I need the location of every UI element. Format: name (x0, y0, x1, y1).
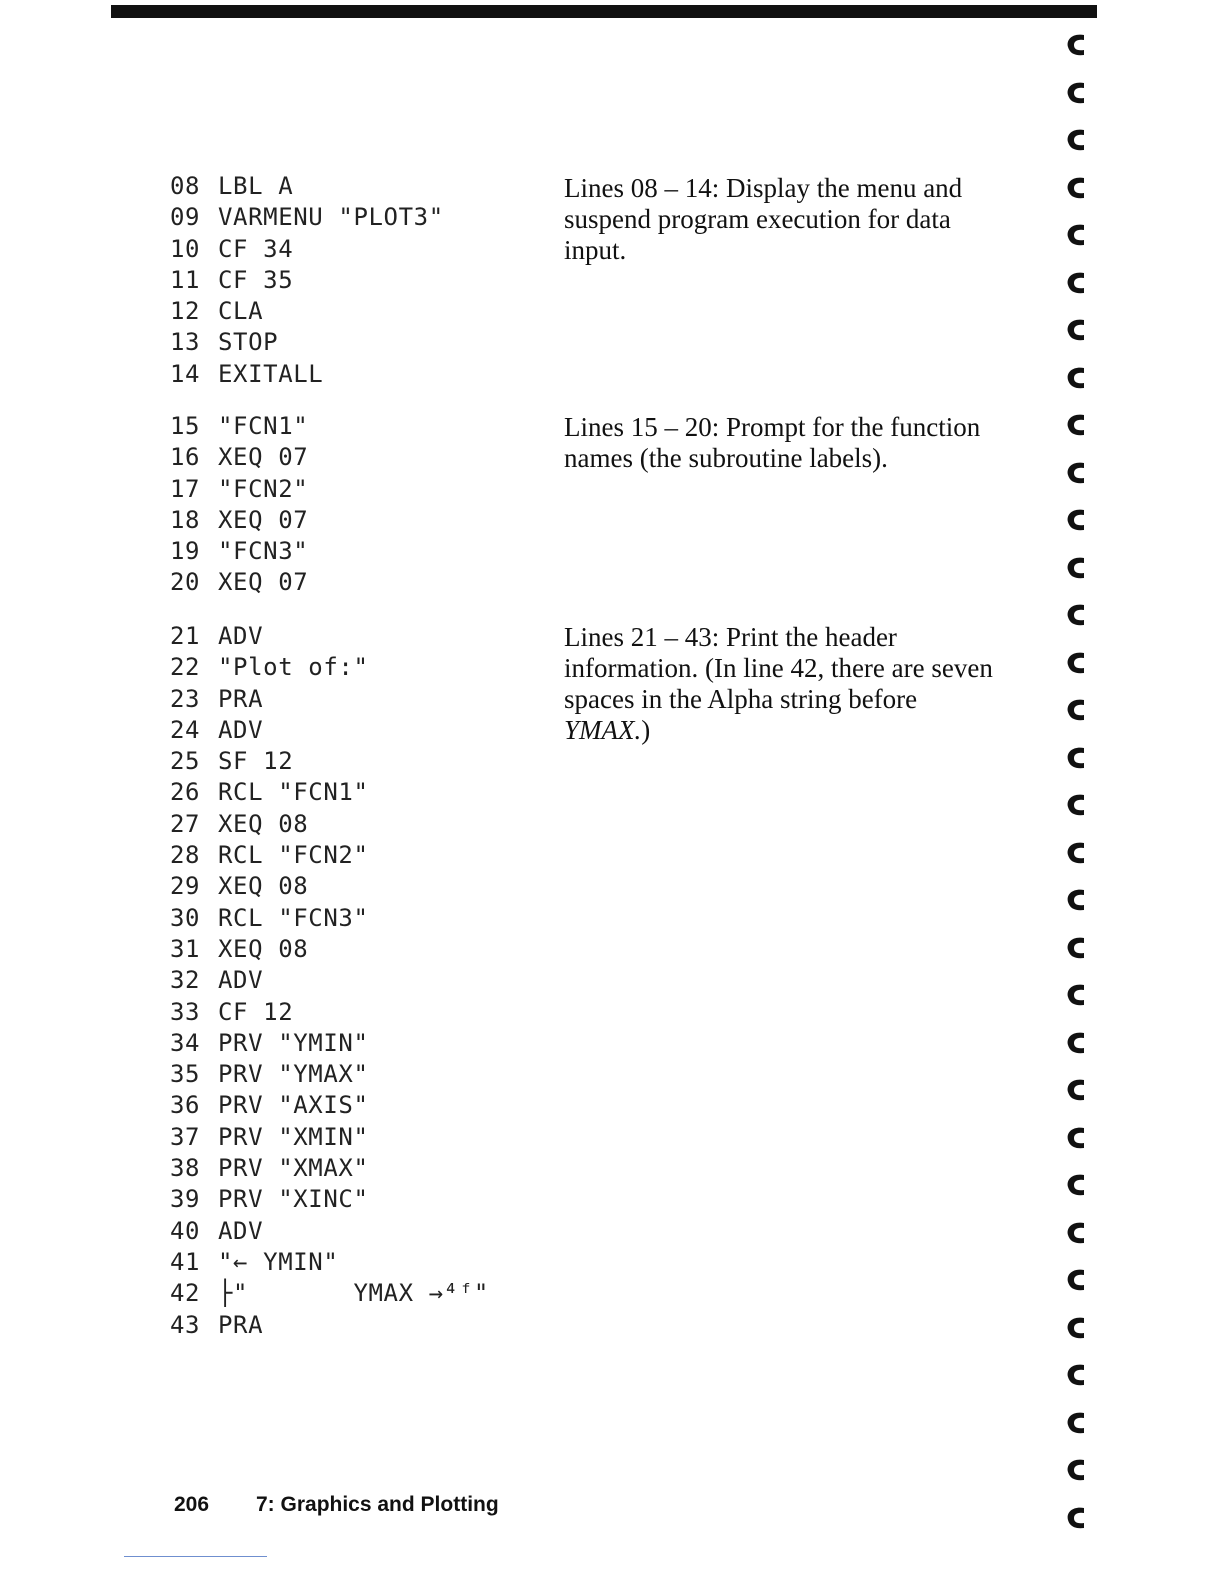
line-code: XEQ 08 (218, 872, 309, 901)
note-lines-21-43-text: Lines 21 – 43: Print the header information. (In line 42, there are seven spaces in the Alpha string before (564, 622, 993, 714)
binding-ring-icon (1062, 410, 1092, 440)
line-code: "Plot of:" (218, 653, 369, 682)
note-lines-21-43 (564, 622, 994, 746)
program-line (170, 1216, 550, 1247)
program-line (170, 442, 550, 473)
program-line (170, 536, 550, 567)
binding-ring-icon (1062, 790, 1092, 820)
line-code: XEQ 07 (218, 568, 309, 597)
chapter-title: 7: Graphics and Plotting (256, 1493, 499, 1516)
line-code: RCL "FCN2" (218, 841, 369, 870)
line-number: 38 (170, 1154, 201, 1183)
binding-ring-icon (1062, 220, 1092, 250)
binding-ring-icon (1062, 1455, 1092, 1485)
line-number: 35 (170, 1060, 201, 1089)
line-code: PRV "XMIN" (218, 1122, 369, 1151)
line-code: "FCN2" (218, 474, 309, 503)
line-code: "FCN1" (218, 412, 309, 440)
line-number: 26 (170, 778, 201, 807)
line-number: 40 (170, 1216, 201, 1245)
line-number: 25 (170, 747, 201, 776)
line-code: ADV (218, 1216, 264, 1245)
line-number: 34 (170, 1028, 201, 1057)
line-number: 31 (170, 934, 201, 963)
binding-ring-icon (1062, 933, 1092, 963)
line-number: 13 (170, 328, 201, 357)
line-number: 24 (170, 715, 201, 744)
line-number: 18 (170, 505, 201, 534)
line-code: XEQ 08 (218, 809, 309, 838)
program-line (170, 1028, 550, 1059)
binding-ring-icon (1062, 743, 1092, 773)
program-line (170, 1278, 550, 1309)
code-block-3 (170, 621, 550, 1341)
binding-ring-icon (1062, 30, 1092, 60)
binding-ring-icon (1062, 1265, 1092, 1295)
program-line (170, 997, 550, 1028)
line-code: CF 34 (218, 234, 294, 263)
line-code: ADV (218, 966, 264, 995)
line-number: 10 (170, 234, 201, 263)
line-number: 37 (170, 1122, 201, 1151)
binding-ring-icon (1062, 980, 1092, 1010)
line-number: 12 (170, 297, 201, 326)
program-line (170, 777, 550, 808)
line-code: CF 35 (218, 265, 294, 294)
line-number: 30 (170, 903, 201, 932)
line-code: ADV (218, 715, 264, 744)
program-line (170, 1184, 550, 1215)
program-line (170, 809, 550, 840)
line-number: 27 (170, 809, 201, 838)
binding-ring-icon (1062, 125, 1092, 155)
binding-ring-icon (1062, 1360, 1092, 1390)
line-code: LBL A (218, 172, 294, 200)
line-number: 16 (170, 443, 201, 472)
binding-ring-icon (1062, 648, 1092, 678)
line-number: 17 (170, 474, 201, 503)
page-footer (174, 1493, 499, 1517)
line-code: PRV "AXIS" (218, 1091, 369, 1120)
binding-ring-icon (1062, 695, 1092, 725)
line-code: STOP (218, 328, 279, 357)
program-line (170, 296, 550, 327)
program-line (170, 871, 550, 902)
line-code: VARMENU "PLOT3" (218, 203, 444, 232)
program-line (170, 1122, 550, 1153)
line-number: 33 (170, 997, 201, 1026)
line-number: 09 (170, 203, 201, 232)
line-number: 36 (170, 1091, 201, 1120)
line-code: SF 12 (218, 747, 294, 776)
line-number: 15 (170, 412, 201, 440)
binding-ring-icon (1062, 600, 1092, 630)
binding-ring-icon (1062, 838, 1092, 868)
line-code: ADV (218, 622, 264, 650)
line-code: XEQ 07 (218, 443, 309, 472)
program-line (170, 965, 550, 996)
program-line (170, 359, 550, 390)
binding-ring-icon (1062, 315, 1092, 345)
line-number: 20 (170, 568, 201, 597)
line-number: 39 (170, 1185, 201, 1214)
binding-ring-icon (1062, 1028, 1092, 1058)
program-line (170, 234, 550, 265)
binding-ring-icon (1062, 1075, 1092, 1105)
line-number: 14 (170, 359, 201, 388)
binding-ring-icon (1062, 1408, 1092, 1438)
line-code: PRA (218, 1310, 264, 1339)
program-line (170, 652, 550, 683)
line-code: RCL "FCN3" (218, 903, 369, 932)
binding-ring-icon (1062, 173, 1092, 203)
binding-ring-icon (1062, 78, 1092, 108)
binding-ring-icon (1062, 1313, 1092, 1343)
binding-ring-icon (1062, 553, 1092, 583)
line-number: 43 (170, 1310, 201, 1339)
program-line (170, 621, 550, 652)
line-code: EXITALL (218, 359, 324, 388)
top-rule (111, 5, 1097, 18)
note-ymax-term: YMAX. (564, 715, 642, 745)
program-line (170, 934, 550, 965)
note-lines-08-14: Lines 08 – 14: Display the menu and suspend program execution for data input. (564, 173, 963, 265)
line-code: CF 12 (218, 997, 294, 1026)
line-code: CLA (218, 297, 264, 326)
line-number: 32 (170, 966, 201, 995)
program-line (170, 1059, 550, 1090)
binding-ring-icon (1062, 1170, 1092, 1200)
code-block-2 (170, 411, 550, 599)
line-number: 23 (170, 684, 201, 713)
line-code: PRA (218, 684, 264, 713)
line-number: 08 (170, 172, 201, 200)
program-line (170, 474, 550, 505)
binding-ring-icon (1062, 885, 1092, 915)
program-line (170, 1153, 550, 1184)
program-line (170, 567, 550, 598)
program-line (170, 684, 550, 715)
line-number: 19 (170, 537, 201, 566)
bottom-rule (124, 1556, 267, 1557)
program-line (170, 202, 550, 233)
binding-ring-icon (1062, 1218, 1092, 1248)
program-line (170, 327, 550, 358)
program-line (170, 265, 550, 296)
line-code: "← YMIN" (218, 1247, 339, 1276)
program-line (170, 715, 550, 746)
line-code: XEQ 08 (218, 934, 309, 963)
line-number: 28 (170, 841, 201, 870)
binding-ring-icon (1062, 268, 1092, 298)
line-code: PRV "YMIN" (218, 1028, 369, 1057)
program-line (170, 1247, 550, 1278)
note-close-paren: ) (641, 715, 651, 745)
program-line (170, 746, 550, 777)
program-line (170, 903, 550, 934)
binding-ring-icon (1062, 363, 1092, 393)
line-code: XEQ 07 (218, 505, 309, 534)
binding-ring-icon (1062, 1123, 1092, 1153)
line-number: 11 (170, 265, 201, 294)
binding-ring-icon (1062, 505, 1092, 535)
note-lines-15-20: Lines 15 – 20: Prompt for the function names (the subroutine labels). (564, 412, 981, 473)
line-number: 21 (170, 622, 201, 650)
line-code: PRV "YMAX" (218, 1060, 369, 1089)
line-code: RCL "FCN1" (218, 778, 369, 807)
binding-ring-icon (1062, 1503, 1092, 1533)
line-code: PRV "XMAX" (218, 1154, 369, 1183)
program-line (170, 840, 550, 871)
binding-ring-icon (1062, 458, 1092, 488)
program-line (170, 1310, 550, 1341)
line-number: 41 (170, 1247, 201, 1276)
program-line (170, 411, 550, 442)
program-line (170, 1090, 550, 1121)
line-number: 22 (170, 653, 201, 682)
line-number: 29 (170, 872, 201, 901)
line-code: ├" YMAX →⁴ᶠ" (218, 1279, 489, 1308)
program-line (170, 505, 550, 536)
code-block-1 (170, 171, 550, 390)
line-number: 42 (170, 1279, 201, 1308)
line-code: "FCN3" (218, 537, 309, 566)
line-code: PRV "XINC" (218, 1185, 369, 1214)
program-line (170, 171, 550, 202)
page-number: 206 (174, 1493, 210, 1516)
